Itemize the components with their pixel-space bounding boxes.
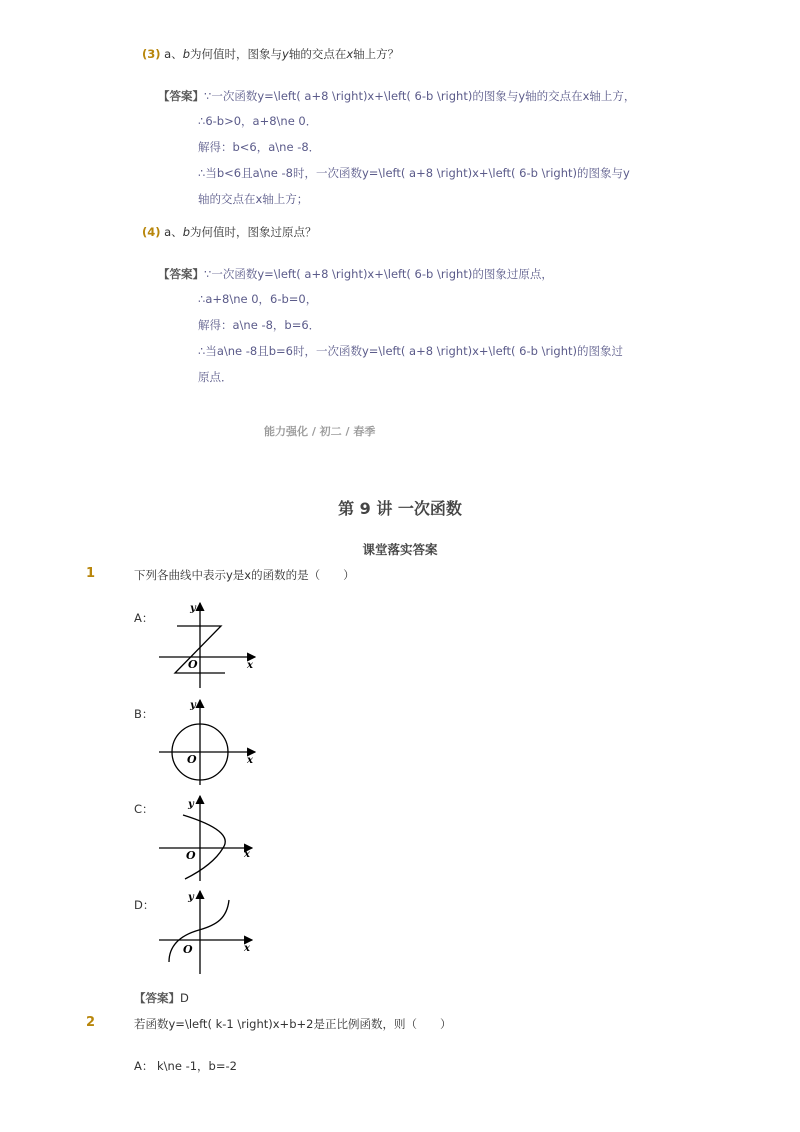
q3-answer-line-3: 解得：b<6，a\ne -8． bbox=[198, 140, 321, 154]
q4-question: (4) a、b为何值时，图象过原点？ bbox=[142, 225, 317, 239]
q4-answer-line-2: ∴a+8\ne 0，6-b=0， bbox=[198, 292, 318, 306]
q3-question: (3) a、b为何值时，图象与y轴的交点在x轴上方？ bbox=[142, 47, 400, 61]
answer-label: 【答案】 bbox=[158, 267, 204, 281]
problem-1-answer-value: D bbox=[180, 991, 189, 1005]
problem-1-question: 下列各曲线中表示y是x的函数的是（ ） bbox=[134, 568, 355, 582]
problem-1-number: 1 bbox=[86, 566, 96, 581]
q3-number: (3) bbox=[142, 47, 161, 61]
section-title: 课堂落实答案 bbox=[362, 542, 438, 557]
y-axis-label: y bbox=[188, 892, 194, 903]
x-axis-label: x bbox=[244, 943, 250, 954]
problem-2-question: 若函数y=\left( k-1 \right)x+b+2是正比例函数，则（ ） bbox=[134, 1017, 452, 1031]
graph-a bbox=[155, 600, 260, 692]
option-d-label: D： bbox=[134, 898, 155, 912]
y-axis-label: y bbox=[188, 799, 194, 810]
origin-label: O bbox=[188, 658, 198, 671]
problem-1-answer: 【答案】D bbox=[134, 991, 189, 1005]
graph-d bbox=[155, 888, 260, 980]
graph-b bbox=[155, 697, 260, 789]
q4-answer-line-1: 【答案】∵一次函数y=\left( a+8 \right)x+\left( 6-b \right)的图象过原点， bbox=[158, 267, 553, 281]
origin-label: O bbox=[187, 753, 197, 766]
q4-answer-line-5: 原点． bbox=[198, 370, 233, 384]
problem-2-option-a: A： k\ne -1，b=-2 bbox=[134, 1059, 237, 1073]
graph-c bbox=[155, 793, 260, 885]
q4-answer-line-3: 解得：a\ne -8，b=6． bbox=[198, 318, 321, 332]
option-a-label: A： bbox=[134, 611, 154, 625]
q4-answer-line-4: ∴当a\ne -8且b=6时，一次函数y=\left( a+8 \right)x+\left( 6-b \right)的图象过 bbox=[198, 344, 623, 358]
option-b-label: B： bbox=[134, 707, 154, 721]
x-axis-label: x bbox=[244, 849, 250, 860]
origin-label: O bbox=[183, 943, 193, 956]
y-axis-label: y bbox=[190, 700, 196, 711]
x-axis-label: x bbox=[247, 755, 253, 766]
answer-label: 【答案】 bbox=[158, 89, 204, 103]
problem-2-number: 2 bbox=[86, 1015, 96, 1030]
x-axis-label: x bbox=[247, 660, 253, 671]
option-c-label: C： bbox=[134, 802, 154, 816]
q3-answer-line-1: 【答案】∵一次函数y=\left( a+8 \right)x+\left( 6-b \right)的图象与y轴的交点在x轴上方， bbox=[158, 89, 636, 103]
q3-answer-line-2: ∴6-b>0，a+8\ne 0． bbox=[198, 114, 318, 128]
lecture-title: 第 9 讲 一次函数 bbox=[338, 499, 462, 518]
y-axis-label: y bbox=[190, 603, 196, 614]
page-footer: 能力强化 / 初二 / 春季 bbox=[264, 425, 376, 438]
q3-answer-line-5: 轴的交点在x轴上方； bbox=[198, 192, 309, 206]
q4-number: (4) bbox=[142, 225, 161, 239]
origin-label: O bbox=[186, 849, 196, 862]
q3-answer-line-4: ∴当b<6且a\ne -8时，一次函数y=\left( a+8 \right)x+\left( 6-b \right)的图象与y bbox=[198, 166, 630, 180]
